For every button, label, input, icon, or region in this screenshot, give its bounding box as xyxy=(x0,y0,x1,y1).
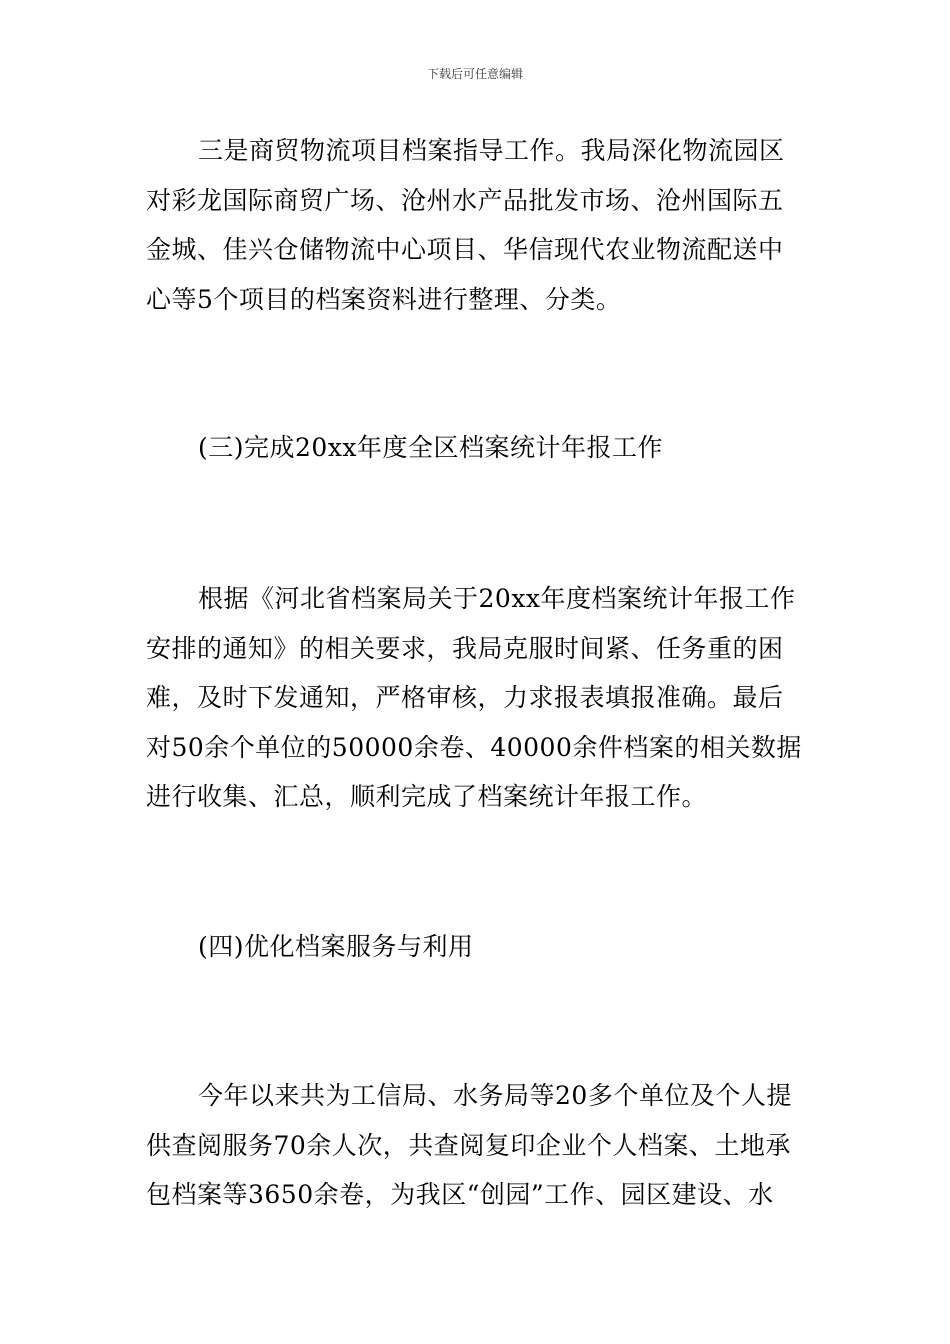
heading-text: (四)优化档案服务与利用 xyxy=(198,932,474,961)
paragraph-line: 心等5个项目的档案资料进行整理、分类。 xyxy=(146,284,622,314)
section-heading-3 xyxy=(146,423,808,473)
paragraph-commerce-logistics xyxy=(146,126,808,324)
paragraph-line: 供查阅服务70余人次，共查阅复印企业个人档案、土地承 xyxy=(146,1130,791,1160)
paragraph-line: 安排的通知》的相关要求，我局克服时间紧、任务重的困 xyxy=(146,633,784,663)
paragraph-line: 根据《河北省档案局关于20xx年度档案统计年报工作 xyxy=(198,584,796,613)
paragraph-line: 进行收集、汇总，顺利完成了档案统计年报工作。 xyxy=(146,782,708,811)
paragraph-archive-services xyxy=(146,1071,808,1220)
page-header: 下载后可任意编辑 xyxy=(426,67,523,81)
paragraph-line: 对彩龙国际商贸广场、沧州水产品批发市场、沧州国际五 xyxy=(146,185,784,215)
paragraph-line: 今年以来共为工信局、水务局等20多个单位及个人提 xyxy=(198,1081,792,1110)
paragraph-line: 金城、佳兴仓储物流中心项目、华信现代农业物流配送中 xyxy=(146,235,784,264)
paragraph-line: 难，及时下发通知，严格审核，力求报表填报准确。最后 xyxy=(146,683,784,712)
paragraph-line: 包档案等3650余卷，为我区“创园”工作、园区建设、水 xyxy=(146,1180,774,1209)
section-heading-4 xyxy=(146,922,808,972)
heading-text: (三)完成20xx年度全区档案统计年报工作 xyxy=(198,433,664,462)
paragraph-line: 三是商贸物流项目档案指导工作。我局深化物流园区 xyxy=(198,136,785,165)
paragraph-line: 对50余个单位的50000余卷、40000余件档案的相关数据 xyxy=(146,732,802,762)
paragraph-annual-statistics xyxy=(146,574,808,822)
